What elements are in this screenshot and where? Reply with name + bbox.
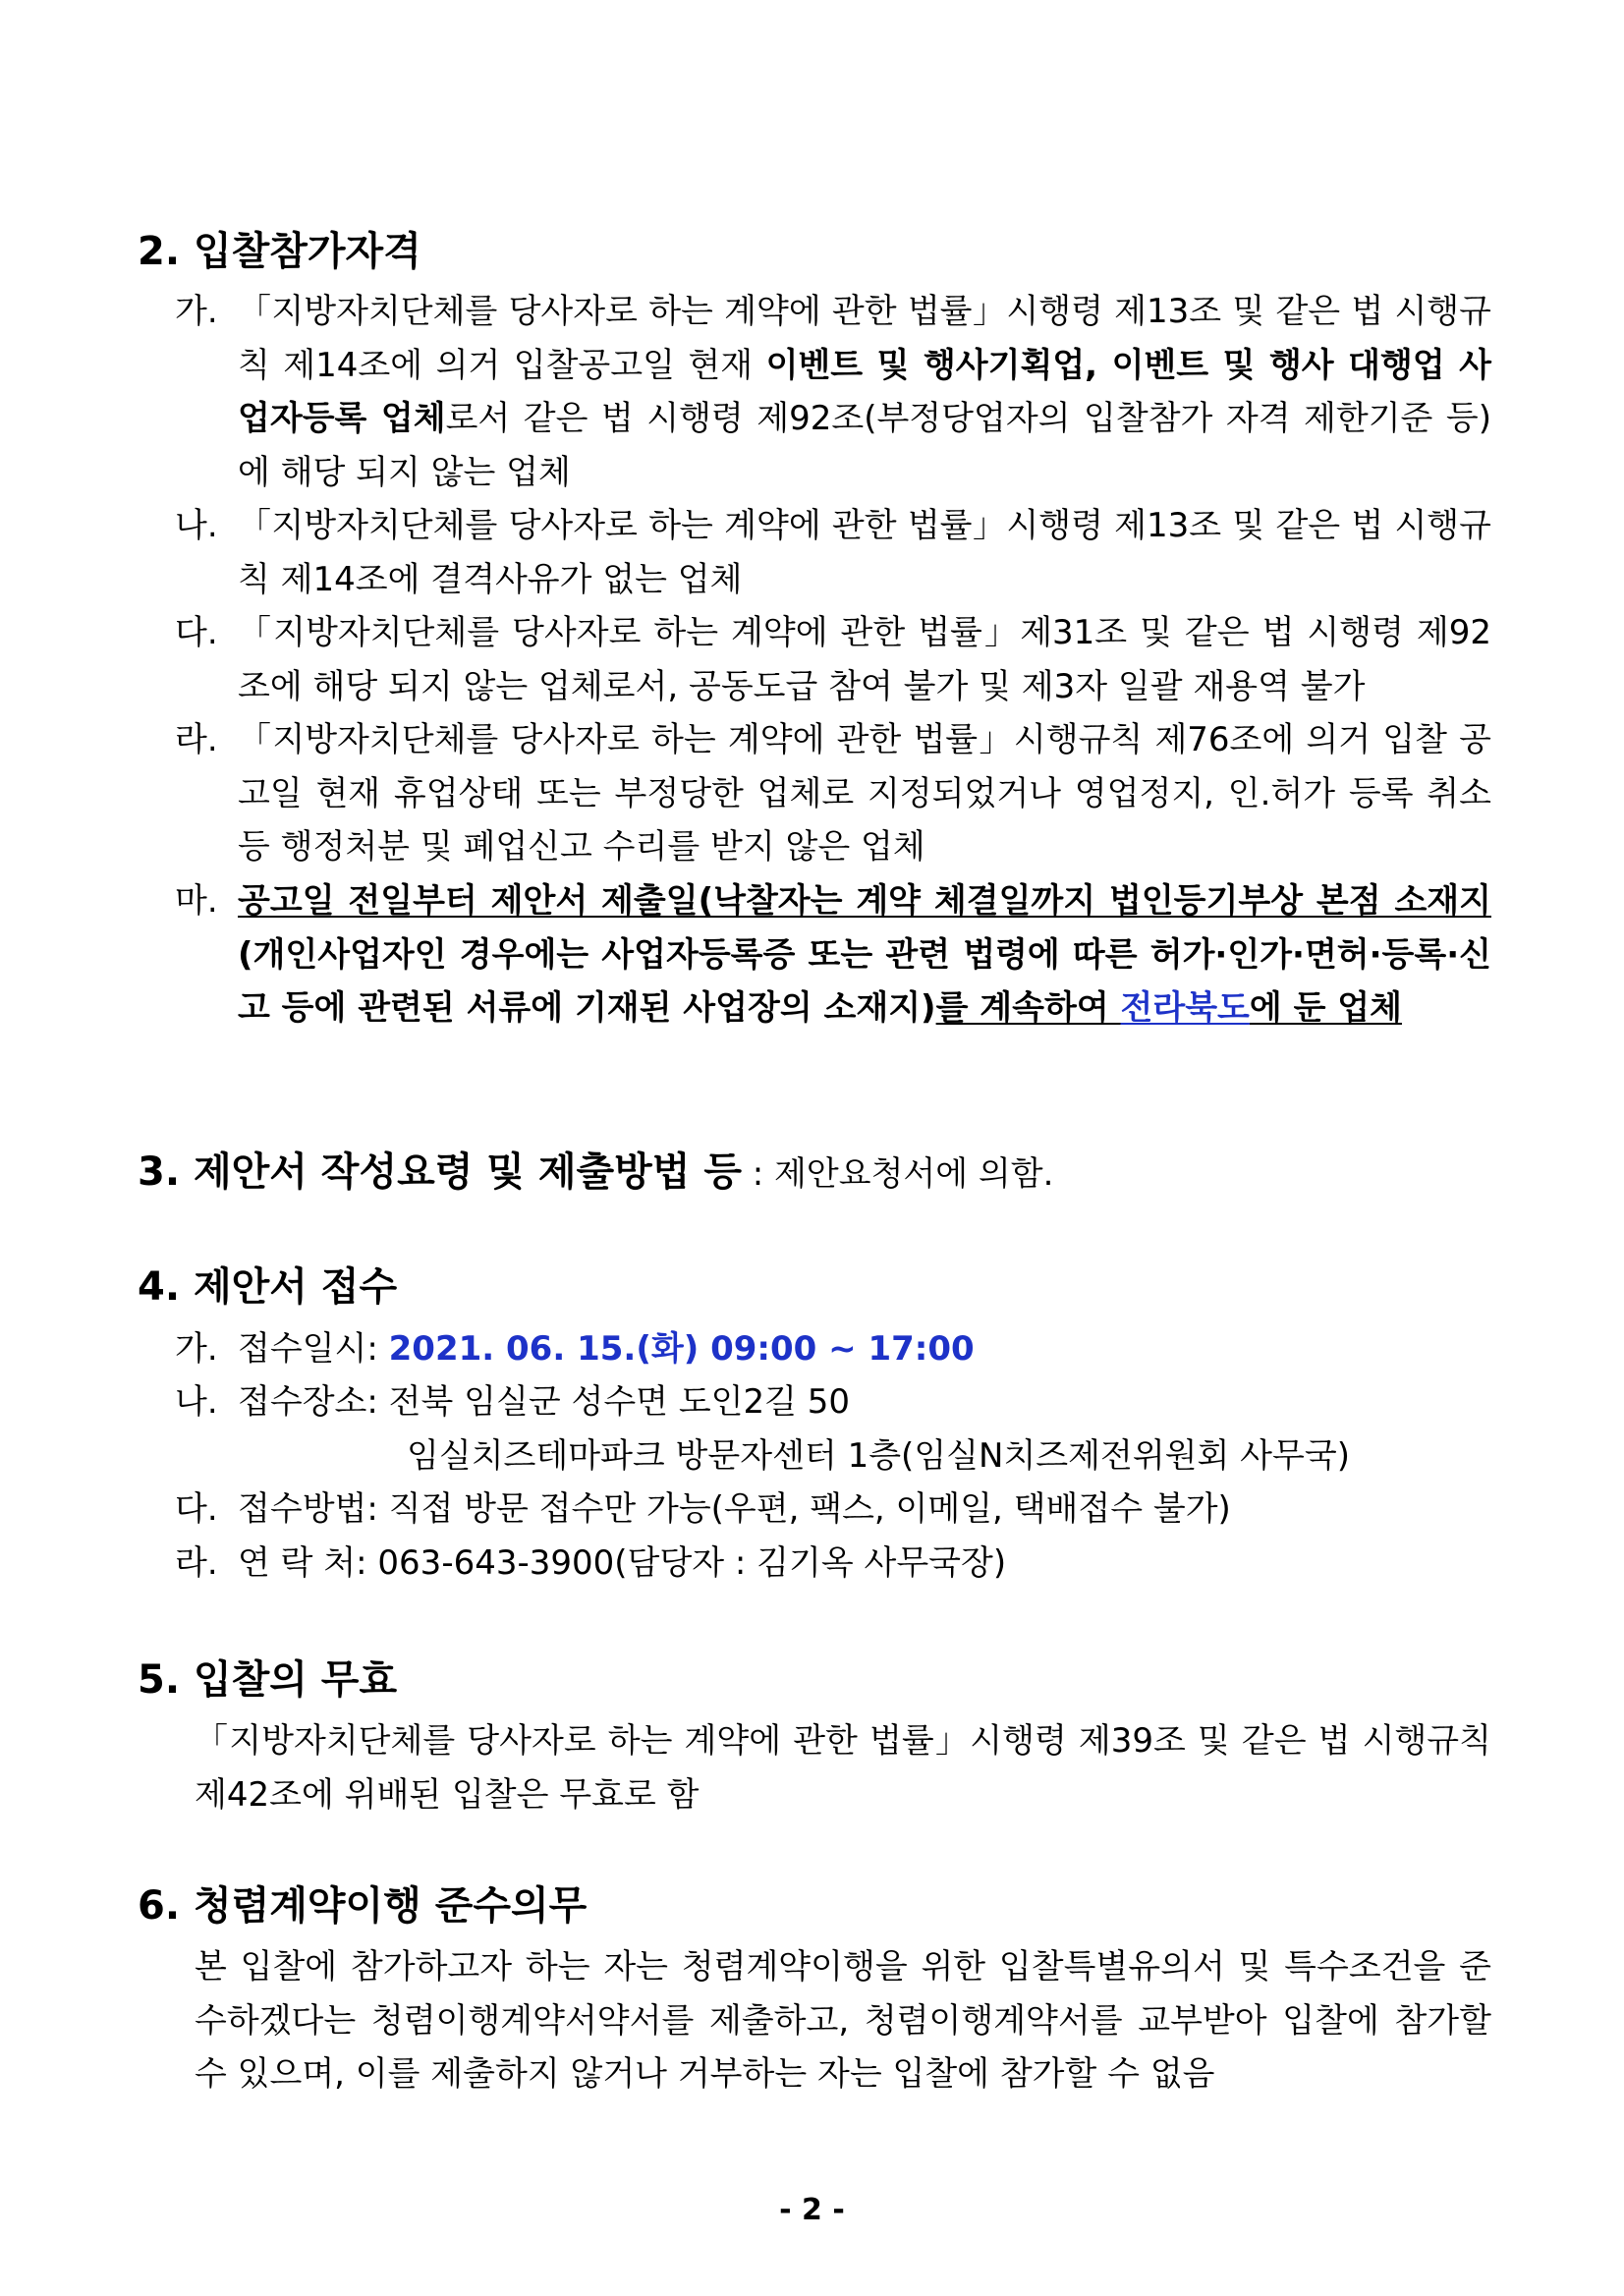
- item-text: 「지방자치단체를 당사자로 하는 계약에 관한 법률」시행규칙 제76조에 의거 입찰 공고일 현재 휴업상태 또는 부정당한 업체로 지정되었거나 영업정지, 인.허가 등록 취소 등 행정처분 및 폐업신고 수리를 받지 않은 업체: [238, 720, 1491, 867]
- item-label: 다.: [175, 613, 218, 652]
- s2-item-ma: [175, 874, 1491, 1036]
- s4-item-method: [175, 1483, 1491, 1537]
- item-label: 라.: [175, 1543, 218, 1583]
- page-number: - 2 -: [779, 2193, 845, 2227]
- section-4-heading: 4. 제안서 접수: [138, 1264, 398, 1310]
- submission-place-detail: 임실치즈테마파크 방문자센터 1층(임실N치즈제전위원회 사무국): [407, 1436, 1350, 1476]
- item-text: 「지방자치단체를 당사자로 하는 계약에 관한 법률」제31조 및 같은 법 시행령 제92조에 해당 되지 않는 업체로서, 공동도급 참여 불가 및 제3자 일괄 재용역 불가: [238, 613, 1491, 706]
- section-5-heading: 5. 입찰의 무효: [138, 1657, 398, 1703]
- item-text: 「지방자치단체를 당사자로 하는 계약에 관한 법률」시행령 제13조 및 같은 법 시행규칙 제14조에 결격사유가 없는 업체: [238, 506, 1491, 599]
- s2-item-ra: [175, 713, 1491, 874]
- submission-method: 직접 방문 접수만 가능(우편, 팩스, 이메일, 택배접수 불가): [388, 1489, 1231, 1529]
- s4-item-date: [175, 1322, 1491, 1376]
- submission-datetime: 2021. 06. 15.(화) 09:00 ~ 17:00: [388, 1329, 975, 1369]
- item-label: 가.: [175, 292, 218, 331]
- item-label: 다.: [175, 1489, 218, 1529]
- s4-item-place: [175, 1375, 1491, 1429]
- section-2-heading: 2. 입찰참가자격: [138, 229, 421, 274]
- item-text: 공고일 전일부터 제안서 제출일(낙찰자는 계약 체결일까지 법인등기부상 본점 소재지(개인사업자인 경우에는 사업자등록증 또는 관련 법령에 따른 허가·인가·면허·등록·신고 등에 관련된 서류에 기재된 사업장의 소재지)를 계속하여 전라북도에 둔 업체: [238, 881, 1491, 1028]
- section-3-heading: 3. 제안서 작성요령 및 제출방법 등 : 제안요청서에 의함.: [138, 1149, 1054, 1195]
- item-label: 마.: [175, 881, 218, 921]
- item-key: 접수방법:: [238, 1489, 389, 1529]
- s2-item-na: [175, 499, 1491, 606]
- highlight-region: 전라북도: [1120, 988, 1250, 1028]
- item-key: 접수장소:: [238, 1382, 389, 1422]
- section-5-text: 「지방자치단체를 당사자로 하는 계약에 관한 법률」시행령 제39조 및 같은 법 시행규칙 제42조에 위배된 입찰은 무효로 함: [195, 1721, 1491, 1815]
- item-label: 라.: [175, 720, 218, 759]
- submission-address: 전북 임실군 성수면 도인2길 50: [388, 1382, 851, 1422]
- contact-phone: 063-643-3900(담당자 : 김기옥 사무국장): [377, 1543, 1007, 1583]
- item-label: 나.: [175, 1382, 218, 1422]
- s4-item-contact: [175, 1537, 1491, 1591]
- item-key: 연 락 처:: [238, 1543, 378, 1583]
- section-3-note: : 제안요청서에 의함.: [741, 1154, 1054, 1194]
- section-6-text: 본 입찰에 참가하고자 하는 자는 청렴계약이행을 위한 입찰특별유의서 및 특수조건을 준수하겠다는 청렴이행계약서약서를 제출하고, 청렴이행계약서를 교부받아 입찰에 참가할 수 있으며, 이를 제출하지 않거나 거부하는 자는 입찰에 참가할 수 없음: [195, 1947, 1491, 2094]
- item-key: 접수일시:: [238, 1329, 389, 1369]
- s2-item-da: [175, 606, 1491, 713]
- item-label: 나.: [175, 506, 218, 545]
- s2-item-ga: [175, 285, 1491, 499]
- item-label: 가.: [175, 1329, 218, 1369]
- bold-business-type: 이벤트 및 행사기획업, 이벤트 및 행사 대행업 사업자등록 업체: [238, 345, 1491, 438]
- item-text: 「지방자치단체를 당사자로 하는 계약에 관한 법률」시행령 제13조 및 같은 법 시행규칙 제14조에 의거 입찰공고일 현재 이벤트 및 행사기획업, 이벤트 및 행사 대행업 사업자등록 업체로서 같은 법 시행령 제92조(부정당업자의 입찰참가 자격 제한기준 등)에 해당 되지 않는 업체: [238, 292, 1491, 492]
- section-6-heading: 6. 청렴계약이행 준수의무: [138, 1883, 588, 1929]
